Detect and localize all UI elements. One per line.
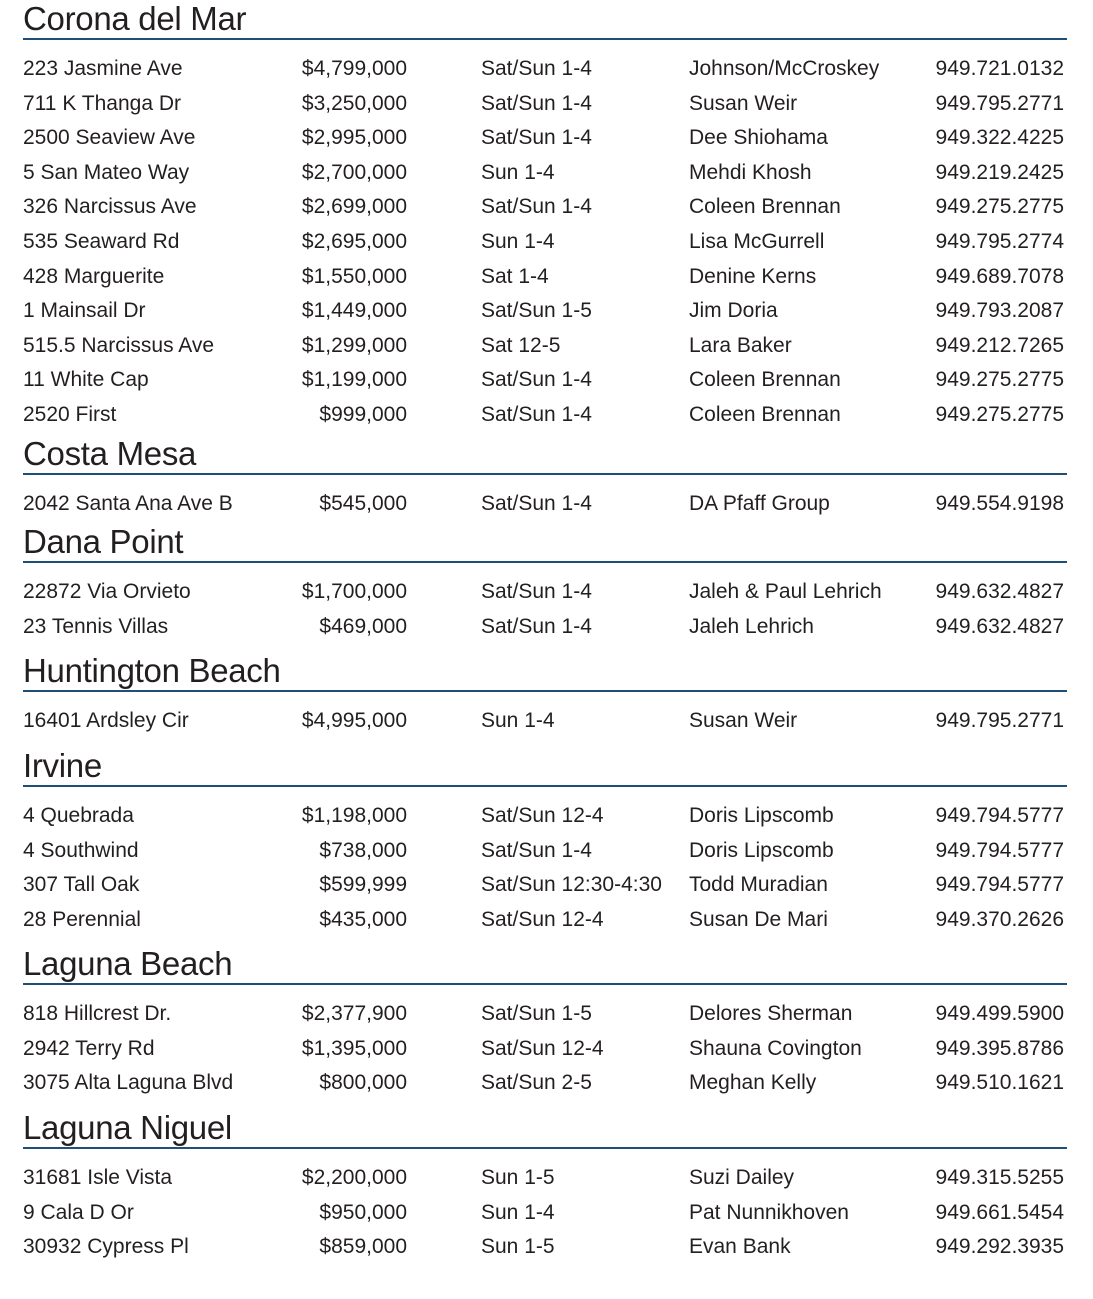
listing-price: $2,995,000 (301, 126, 407, 150)
listing-price: $1,550,000 (301, 264, 407, 288)
city-section (0, 0, 1093, 435)
listing-hours: Sat/Sun 12-4 (481, 803, 604, 827)
listing-phone: 949.795.2774 (935, 229, 1064, 253)
listing-phone: 949.795.2771 (935, 91, 1064, 115)
listing-row (0, 834, 1093, 869)
listing-agent: Susan Weir (689, 91, 798, 115)
listing-agent: Coleen Brennan (689, 402, 841, 426)
listing-phone: 949.661.5454 (935, 1200, 1064, 1224)
listing-address: 2500 Seaview Ave (23, 126, 196, 150)
listing-address: 9 Cala D Or (23, 1200, 134, 1224)
listing-hours: Sat/Sun 1-5 (481, 299, 592, 323)
listing-phone: 949.315.5255 (935, 1166, 1064, 1190)
listing-phone: 949.794.5777 (935, 803, 1064, 827)
listing-agent: Jim Doria (689, 299, 778, 323)
listing-phone: 949.794.5777 (935, 838, 1064, 862)
listing-agent: Delores Sherman (689, 1002, 853, 1026)
listing-agent: Meghan Kelly (689, 1071, 817, 1095)
listing-address: 31681 Isle Vista (23, 1166, 173, 1190)
listing-address: 2042 Santa Ana Ave B (23, 491, 233, 515)
listing-price: $545,000 (319, 491, 407, 515)
listing-address: 428 Marguerite (23, 264, 165, 288)
listing-price: $1,700,000 (301, 580, 407, 604)
listing-hours: Sun 1-5 (481, 1166, 555, 1190)
listing-address: 3075 Alta Laguna Blvd (23, 1071, 234, 1095)
listing-hours: Sat/Sun 1-4 (481, 126, 592, 150)
city-section (0, 523, 1093, 652)
listing-list (0, 985, 1093, 1109)
listing-row (0, 903, 1093, 938)
listing-phone: 949.632.4827 (935, 580, 1064, 604)
listing-hours: Sat/Sun 1-4 (481, 368, 592, 392)
listing-agent: Lara Baker (689, 333, 792, 357)
listing-row (0, 799, 1093, 834)
listing-price: $4,995,000 (301, 709, 407, 733)
listing-price: $2,695,000 (301, 229, 407, 253)
listing-price: $1,299,000 (301, 333, 407, 357)
listing-phone: 949.721.0132 (935, 57, 1064, 80)
listing-price: $800,000 (319, 1071, 407, 1095)
listing-address: 22872 Via Orvieto (23, 580, 191, 604)
listing-phone: 949.275.2775 (935, 402, 1064, 426)
listing-hours: Sun 1-4 (481, 1200, 555, 1224)
listing-price: $2,699,000 (301, 195, 407, 219)
listing-phone: 949.499.5900 (935, 1002, 1064, 1026)
listing-price: $950,000 (319, 1200, 407, 1224)
listing-address: 11 White Cap (23, 368, 149, 392)
city-heading: Costa Mesa (23, 434, 197, 472)
listing-list (0, 563, 1093, 652)
listing-agent: Suzi Dailey (689, 1166, 795, 1190)
listing-row (0, 52, 1093, 87)
listing-row (0, 1196, 1093, 1231)
city-section (0, 945, 1093, 1109)
listing-row (0, 87, 1093, 122)
listing-address: 4 Quebrada (23, 803, 134, 827)
city-heading: Irvine (23, 746, 102, 784)
listing-address: 223 Jasmine Ave (23, 57, 183, 80)
city-heading: Huntington Beach (23, 652, 281, 690)
listing-agent: Doris Lipscomb (689, 803, 834, 827)
listing-address: 515.5 Narcissus Ave (23, 333, 215, 357)
listing-list (0, 692, 1093, 747)
listing-row (0, 1066, 1093, 1101)
listing-list (0, 40, 1093, 435)
listing-address: 16401 Ardsley Cir (23, 709, 189, 733)
listing-hours: Sun 1-4 (481, 229, 555, 253)
listing-agent: Mehdi Khosh (689, 160, 812, 184)
listing-agent: Evan Bank (689, 1235, 791, 1259)
listing-price: $999,000 (319, 402, 407, 426)
listing-row (0, 294, 1093, 329)
listing-address: 711 K Thanga Dr (23, 91, 181, 115)
listing-agent: Jaleh Lehrich (689, 614, 814, 638)
listing-agent: Todd Muradian (689, 873, 828, 897)
listing-row (0, 1032, 1093, 1067)
listing-agent: Doris Lipscomb (689, 838, 834, 862)
listing-hours: Sat 12-5 (481, 333, 561, 357)
listing-price: $738,000 (319, 838, 407, 862)
listing-agent: Coleen Brennan (689, 195, 841, 219)
listing-price: $435,000 (319, 907, 407, 931)
listing-agent: Shauna Covington (689, 1036, 862, 1060)
listing-address: 5 San Mateo Way (23, 160, 190, 184)
listing-hours: Sat/Sun 1-4 (481, 57, 592, 80)
listing-phone: 949.510.1621 (935, 1071, 1064, 1095)
listing-phone: 949.554.9198 (935, 491, 1064, 515)
listing-agent: Susan De Mari (689, 907, 828, 931)
listing-row (0, 363, 1093, 398)
listing-phone: 949.793.2087 (935, 299, 1064, 323)
listing-agent: Jaleh & Paul Lehrich (689, 580, 882, 604)
listing-address: 818 Hillcrest Dr. (23, 1002, 172, 1026)
listing-hours: Sat/Sun 1-4 (481, 402, 592, 426)
listing-price: $2,377,900 (301, 1002, 407, 1026)
listing-agent: Denine Kerns (689, 264, 817, 288)
listing-address: 2520 First (23, 402, 117, 426)
listing-row (0, 704, 1093, 739)
listing-hours: Sat/Sun 12-4 (481, 1036, 604, 1060)
listing-agent: Susan Weir (689, 709, 798, 733)
listing-row (0, 121, 1093, 156)
listing-hours: Sat/Sun 1-4 (481, 580, 592, 604)
listing-row (0, 329, 1093, 364)
listing-agent: Coleen Brennan (689, 368, 841, 392)
listing-price: $1,199,000 (301, 368, 407, 392)
listing-hours: Sat 1-4 (481, 264, 549, 288)
listing-row (0, 997, 1093, 1032)
listing-row (0, 398, 1093, 433)
listing-price: $599,999 (319, 873, 407, 897)
listing-hours: Sat/Sun 1-4 (481, 91, 592, 115)
listing-price: $4,799,000 (301, 57, 407, 80)
listing-row (0, 156, 1093, 191)
listing-phone: 949.395.8786 (935, 1036, 1064, 1060)
listing-phone: 949.292.3935 (935, 1235, 1064, 1259)
listing-hours: Sat/Sun 1-4 (481, 491, 592, 515)
listing-price: $1,395,000 (301, 1036, 407, 1060)
listing-address: 28 Perennial (23, 907, 141, 931)
listing-phone: 949.370.2626 (935, 907, 1064, 931)
city-heading: Corona del Mar (23, 0, 247, 37)
listing-agent: Pat Nunnikhoven (689, 1200, 849, 1224)
listing-hours: Sat/Sun 1-4 (481, 195, 592, 219)
listing-phone: 949.275.2775 (935, 368, 1064, 392)
listing-price: $3,250,000 (301, 91, 407, 115)
listing-hours: Sat/Sun 2-5 (481, 1071, 592, 1095)
listing-address: 326 Narcissus Ave (23, 195, 197, 219)
listing-list (0, 787, 1093, 945)
listing-hours: Sun 1-4 (481, 709, 555, 733)
listing-address: 30932 Cypress Pl (23, 1235, 189, 1259)
listing-agent: Johnson/McCroskey (689, 57, 880, 80)
city-heading: Laguna Niguel (23, 1109, 232, 1147)
listing-row (0, 190, 1093, 225)
listing-row (0, 260, 1093, 295)
listing-hours: Sat/Sun 1-4 (481, 614, 592, 638)
listing-row (0, 575, 1093, 610)
city-section (0, 747, 1093, 945)
listing-hours: Sun 1-4 (481, 160, 555, 184)
city-section (0, 435, 1093, 524)
listing-phone: 949.795.2771 (935, 709, 1064, 733)
listing-address: 307 Tall Oak (23, 873, 140, 897)
listing-list (0, 1149, 1093, 1265)
listing-list (0, 475, 1093, 524)
city-section (0, 1109, 1093, 1265)
listing-phone: 949.219.2425 (935, 160, 1064, 184)
listing-row (0, 1230, 1093, 1265)
listing-address: 23 Tennis Villas (23, 614, 169, 638)
listing-address: 2942 Terry Rd (23, 1036, 155, 1060)
city-section (0, 652, 1093, 747)
listing-address: 4 Southwind (23, 838, 139, 862)
listing-agent: Dee Shiohama (689, 126, 828, 150)
listing-row (0, 487, 1093, 522)
listing-agent: Lisa McGurrell (689, 229, 825, 253)
listing-row (0, 225, 1093, 260)
listing-phone: 949.212.7265 (935, 333, 1064, 357)
listing-address: 535 Seaward Rd (23, 229, 180, 253)
listing-phone: 949.794.5777 (935, 873, 1064, 897)
listing-address: 1 Mainsail Dr (23, 299, 146, 323)
listing-row (0, 610, 1093, 645)
listing-price: $469,000 (319, 614, 407, 638)
listing-agent: DA Pfaff Group (689, 491, 830, 515)
listing-row (0, 1161, 1093, 1196)
listing-price: $1,198,000 (301, 803, 407, 827)
listing-phone: 949.632.4827 (935, 614, 1064, 638)
listing-hours: Sat/Sun 12:30-4:30 (481, 873, 662, 897)
listing-price: $859,000 (319, 1235, 407, 1259)
listing-phone: 949.689.7078 (935, 264, 1064, 288)
listing-row (0, 868, 1093, 903)
listing-hours: Sat/Sun 1-5 (481, 1002, 592, 1026)
listing-hours: Sat/Sun 1-4 (481, 838, 592, 862)
city-heading: Dana Point (23, 523, 184, 561)
listing-price: $1,449,000 (301, 299, 407, 323)
listing-price: $2,200,000 (301, 1166, 407, 1190)
listing-phone: 949.275.2775 (935, 195, 1064, 219)
listing-price: $2,700,000 (301, 160, 407, 184)
listing-hours: Sun 1-5 (481, 1235, 555, 1259)
listing-phone: 949.322.4225 (935, 126, 1064, 150)
listing-hours: Sat/Sun 12-4 (481, 907, 604, 931)
city-heading: Laguna Beach (23, 945, 233, 983)
